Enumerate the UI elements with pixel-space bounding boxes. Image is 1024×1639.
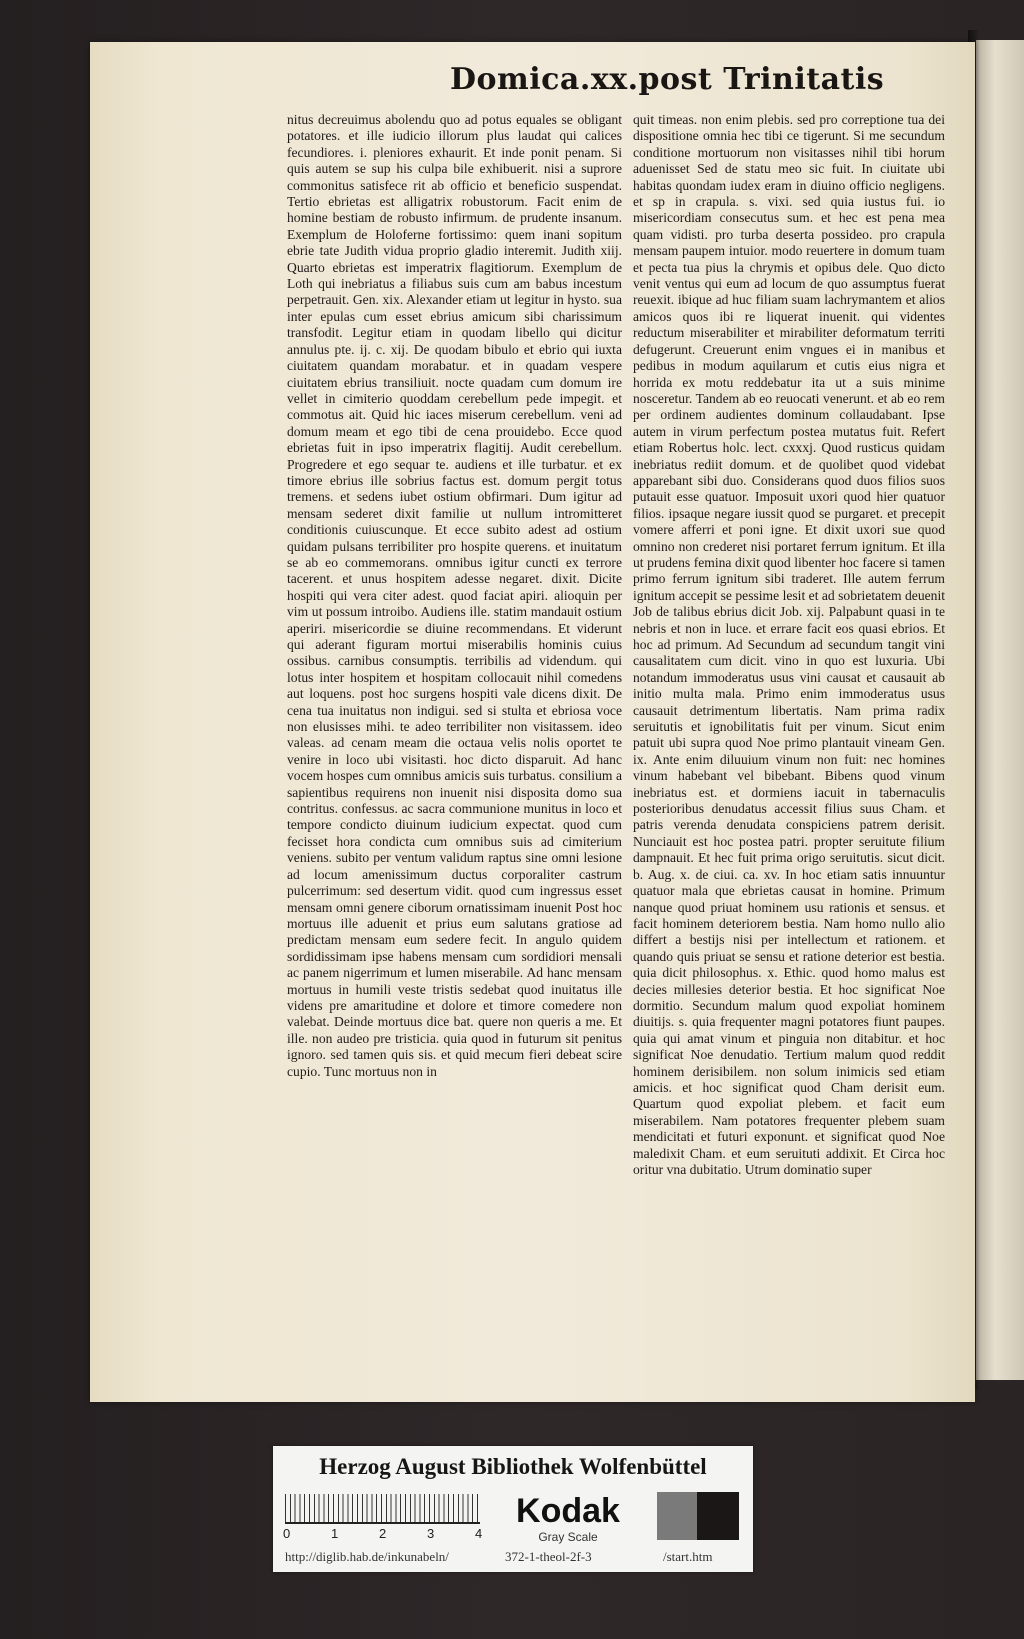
text-column-left: nitus decreuimus abolendu quo ad potus equales se obligant potatores. et ille iudicio illorum plus laudat qui calices fecundiores. i. pleniores exhaurit. Et inde ponit penam. Si quis autem se sup his culpa bile exhibuerit. nisi a suprore commonitus satisfece rit ab officio et beneficio suspendat. Tertio ebrietas est alligatrix robustorum. Facit enim de homine bestiam de robusto infirmum. de prudente insanum. Exemplum de Holoferne fortissimo: quem inani sopitum ebrie tate Judith vidua proprio gladio interemit. Judith xiij. Quarto ebrietas est imperatrix flagitiorum. Exemplum de Loth qui inebriatus a filiabus suis cum am babus incestum perpetrauit. Gen. xix. Alexander etiam ut legitur in hysto. sua inter epulas cum esset ebrius amicum sibi charissimum transfodit. Legitur etiam in quodam libello qui dicitur annulus pte. ij. c. xij. De quodam bibulo et ebrio qui iuxta ciuitatem quandam morabatur. et in quadam vespere ciuitatem ebrius transiliuit. nocte quadam cum domum ire vellet in cimiterio quoddam cerebellum pede impegit. et commotus ait. Quid hic iaces miserum cerebellum. veni ad domum meam et ego tibi de cena prouidebo. Ecce quod ebrietas fuit in ipso imperatrix flagitij. Audit cerebellum. Progredere et ego sequar te. audiens et ille turbatur. et ex timore ebrius ille sobrius factus est. domum pergit totus tremens. et sedens iubet ostium obfirmari. Dum igitur ad mensam sederet dixit familie ut nullum intromitteret conditionis cuiuscunque. Et ecce subito adest ad ostium quidam pulsans terribiliter pro hospite querens. et inuitatum se ab eo commemorans. omnibus igitur cuncti ex terrore tacerent. et unus hospitem adesse negaret. dixit. Dicite hospiti qui vera citer adest. quod faciat apiri. alioquin per vim ut possum introibo. Audiens ille. statim mandauit ostium aperiri. misericordie se diuine recommendans. Et viderunt qui aderant figuram mortui miserabilis hominis cuius ossibus. carnibus consumptis. terribilis ad videndum. qui lotus inter hospitem et hospitam collocauit nihil comedens aut loquens. post hoc surgens hospiti vale dicens dixit. De cena tua inuitatus non indigui. sed si stulta et ebriosa voce non elusisses mihi. te adeo terribiliter non visitassem. ideo valeas. ad cenam meam die octaua velis nolis oportet te venire in loco ubi visitasti. hoc dicto disparuit. Ad hanc vocem hospes cum omnibus amicis suis turbatus. consilium a sapientibus requirens non inuenit nisi disposita domo sua contritus. confessus. ac sacra communione munitus in loco et tempore condicto diuinum iudicium expectat. quod cum fecisset hora condicta cum omnibus suis ad cimiterium veniens. subito per ventum validum raptus sine omni lesione ad locum amenissimum ductus corporaliter castrum pulcerrimum: sed desertum vidit. quod cum ingressus esset mensam omni genere ciborum ornatissimam inuenit Post hoc mortuus ille aduenit et prius eum salutans gratiose ad predictam mensam eum sedere fecit. In angulo quidem sordidissimam ipse habens mensam cum sordidiori mensali ac panem nigerrimum et lumen miserabile. Ad hanc mensam mortuus in humili veste tristis sedebat quod inuitatus ille videns pre amaritudine et dolore et timore comedere non valebat. Deinde mortuus dice bat. quere non queris a me. Et ille. non audeo pre tristicia. quia quod in futurum sit penitus ignoro. sed tamen quis sis. et quid mecum fieri debeat scire cupio. Tunc mortuus non in: [287, 112, 622, 1079]
kodak-logo: Kodak: [516, 1492, 620, 1530]
ruler-number: 0: [283, 1526, 291, 1541]
gray-swatch: [657, 1492, 697, 1540]
running-header: Domica.xx.post Trinitatis: [450, 62, 885, 97]
ruler-number: 4: [475, 1526, 483, 1541]
color-calibration-card: [273, 1446, 753, 1572]
url-suffix: /start.htm: [663, 1549, 713, 1564]
text-column-right: quit timeas. non enim plebis. sed pro correptione tua dei dispositione omnia hec tibi ce tigerunt. Si me secundum conditione mortuorum non visitasses nihil tibi horum aduenisset Sed de statu meo sic fuit. In ciuitate ubi habitas quondam iudex eram in diuino officio negligens. et sp in crapula. s. vixi. sed quia iustus fui. io misericordiam consecutus sum. et hec est pena mea quam vidisti. pro turba deserta possideo. pro crapula mensam paupem intuior. modo reuertere in domum tuam et pecta tua pius la chrymis et opibus dele. Quo dicto venit ventus qui eum ad locum de quo assumptus fuerat reuexit. ibique ad huc filiam suam lachrymantem et alios amicos quos ibi re liquerat inuenit. qui videntes reductum miserabiliter et mirabiliter deformatum territi defugerunt. Creuerunt enim vngues ei in manibus et pedibus in modum aquilarum et cutis eius nigra et horrida ex motu reddebatur ita ut a suis minime nosceretur. Tandem ab eo reuocati venerunt. et ab eo rem per ordinem audientes dominum collaudabant. Ipse autem in virum perfectum postea mutatus fuit. Refert etiam Robertus holc. lect. cxxxj. Quod rusticus quidam inebriatus rediit domum. et de quolibet quod videbat apparebant sibi duo. Considerans quod duos filios suos putauit esse quatuor. Imposuit uxori quod hier quatuor filios. ipsaque negare iussit quod se purgaret. et precepit vomere afferri et poni igne. Et dixit uxori sue quod omnino non crederet nisi portaret ferrum ignitum. Et illa ut prudens femina dixit quod libenter hoc facere si tamen primo ferrum ignitum sibi traderet. Ille autem ferrum ignitum accepit se pessime lesit et ad sobrietatem deuenit Job de talibus ebrius dicit Job. xij. Palpabunt quasi in te nebris et non in luce. et errare facit eos quasi ebrios. Et hoc ad primum. Ad Secundum ad secundum tangit vini causalitatem cum dicit. vino in quo est luxuria. Ubi notandum immoderatus usus vini causat et causauit ab initio multa mala. Primo enim immoderatus usus causauit detrimentum libertatis. Nam prima radix seruitutis et ignobilitatis fuit per vinum. Sicut enim patuit ubi supra quod Noe primo plantauit vineam Gen. ix. Ante enim diluuium vinum non fuit: nec homines vinum habebant vel bibebant. Bibens quod vinum inebriatus est. et dormiens iacuit in tabernaculis posterioribus denudatus accessit filius suus Cham. et patris verenda denudata conspiciens patrem derisit. Nunciauit est hoc postea patri. propter seruitute filium dampnauit. Et hec fuit prima origo seruitutis. sicut dicit. b. Aug. x. de ciui. ca. xv. In hoc etiam satis innuuntur quatuor mala que ebrietas causat in homine. Primum nanque quod priuat hominem usu rationis et sensus. et facit hominem deteriorem bestia. Nam homo nullo alio differt a bestijs nisi per intellectum et rationem. et quando quis priuat se sensu et ratione deterior est bestia. quia dicit philosophus. x. Ethic. quod homo malus est decies millesies deterior bestia. Et hoc significat Noe dormitio. Secundum malum quod expoliat hominem diuitijs. s. quia frequenter magni potatores fiunt paupes. quia qui amat vinum et pinguia non ditabitur. et hoc significat Noe denudatio. Tertium malum quod reddit hominem derisibilem. non solum inimicis sed etiam amicis. et hoc significat quod Cham derisit eum. Quartum quod expoliat plebem. et facit eum miserabilem. Nam potatores frequenter plebem suam mendicitati et futuri exponunt. et significat quod Noe maledixit Cham. et eum seruituti addixit. Et Circa hoc oritur vna dubitatio. Utrum dominatio super: [633, 112, 945, 1177]
ruler-number: 2: [379, 1526, 387, 1541]
scale-ruler: [285, 1494, 480, 1524]
next-page-edge: [976, 40, 1024, 1380]
url-row: [273, 1546, 753, 1568]
gray-scale-label: Gray Scale: [538, 1530, 598, 1544]
ruler-number: 1: [331, 1526, 339, 1541]
black-swatch: [697, 1492, 739, 1540]
ruler-number: 3: [427, 1526, 435, 1541]
shelfmark: 372-1-theol-2f-3: [505, 1549, 592, 1564]
ruler-numbers: [283, 1526, 488, 1542]
library-name: Herzog August Bibliothek Wolfenbüttel: [319, 1454, 707, 1479]
url-prefix: http://diglib.hab.de/inkunabeln/: [285, 1549, 449, 1564]
